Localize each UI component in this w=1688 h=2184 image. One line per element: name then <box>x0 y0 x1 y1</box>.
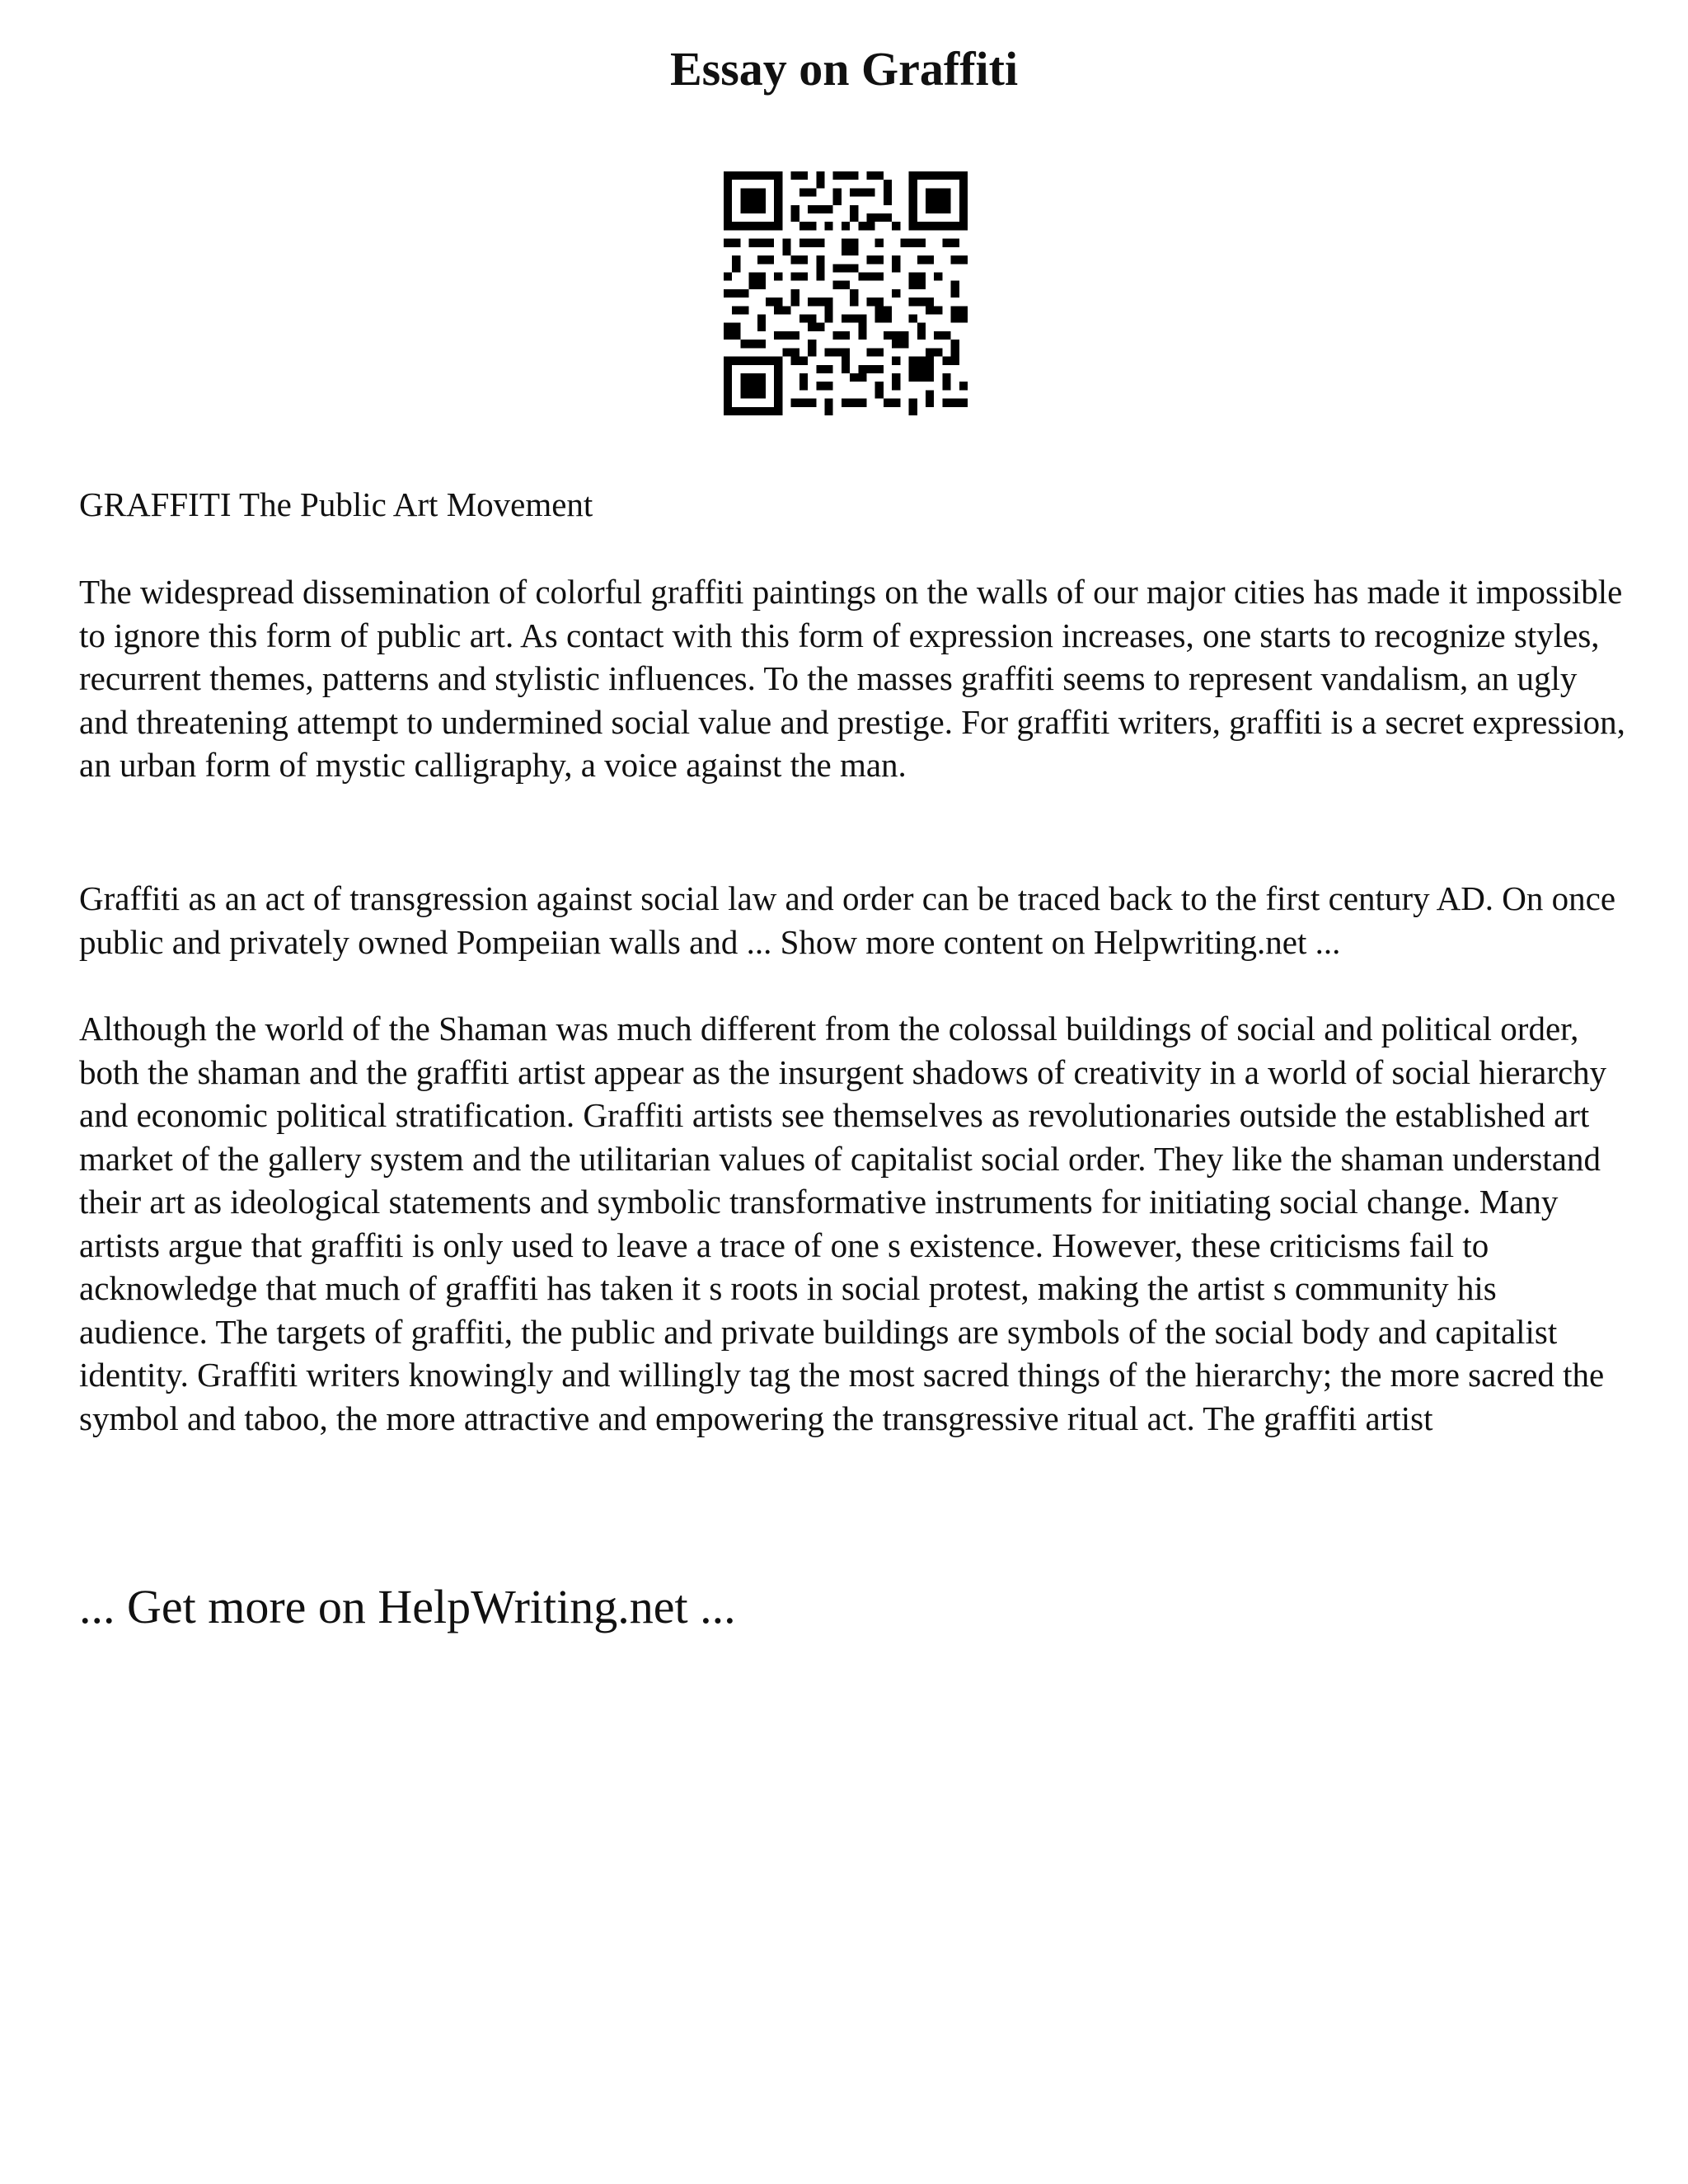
essay-paragraph-3: Although the world of the Shaman was much different from the colossal buildings of social and political order, both the shaman and the graffiti artist appear as the insurgent shadows of creativity in a world of social hierarchy and economic political stratification. Graffiti artists see themselves as revolutionaries outside the established art market of the gallery system and the utilitarian values of capitalist social order. They like the shaman understand their art as ideological statements and symbolic transformative instruments for initiating social change. Many artists argue that graffiti is only used to leave a trace of one s existence. However, these criticisms fail to acknowledge that much of graffiti has taken it s roots in social protest, making the artist s community his audience. The targets of graffiti, the public and private buildings are symbols of the social body and capitalist identity. Graffiti writers knowingly and willingly tag the most sacred things of the hierarchy; the more sacred the symbol and taboo, the more attractive and empowering the transgressive ritual act. The graffiti artist <box>79 1010 1607 1437</box>
essay-paragraph-2: Graffiti as an act of transgression against social law and order can be traced back to the first century AD. On once public and privately owned Pompeiian walls and ... Show more content on Helpwriting.net ... <box>79 879 1616 961</box>
qr-code-icon[interactable] <box>724 171 968 415</box>
essay-paragraph-1: The widespread dissemination of colorful graffiti paintings on the walls of our major cities has made it impossible to ignore this form of public art. As contact with this form of expression increases, one starts to recognize styles, recurrent themes, patterns and stylistic influences. To the masses graffiti seems to represent vandalism, an ugly and threatening attempt to undermined social value and prestige. For graffiti writers, graffiti is a secret expression, an urban form of mystic calligraphy, a voice against the man. <box>79 573 1625 784</box>
get-more-link[interactable]: ... Get more on HelpWriting.net ... <box>79 1580 736 1633</box>
document-title: Essay on Graffiti <box>669 42 1019 96</box>
essay-subheading: GRAFFITI The Public Art Movement <box>79 485 593 523</box>
